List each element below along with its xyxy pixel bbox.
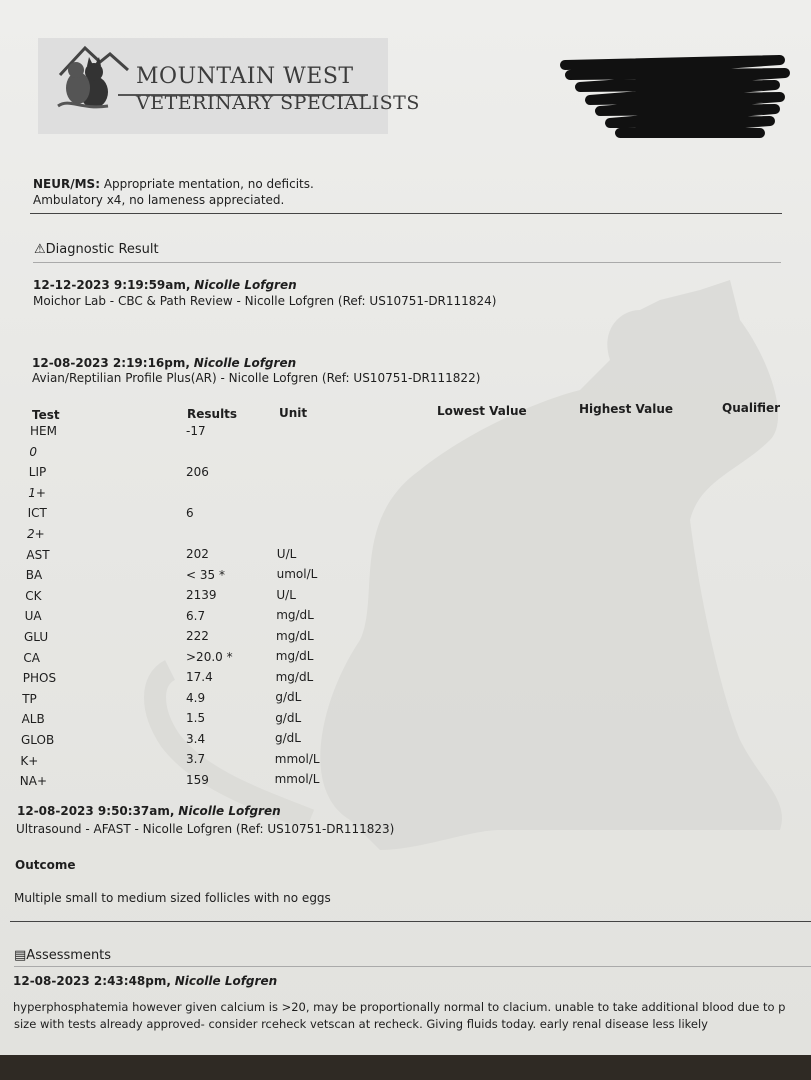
background-table-edge [0,1055,811,1080]
table-cell-result: 2139 [186,588,217,603]
table-cell-unit: mmol/L [274,751,320,766]
outcome-label: Outcome [15,858,76,872]
redaction-scribble [560,45,790,145]
table-cell-unit: mg/dL [275,649,314,664]
table-cell-unit: mmol/L [274,772,320,787]
table-cell-test: ICT [27,506,47,521]
table-cell-result: < 35 * [186,567,225,582]
neur-label: NEUR/MS: [33,177,100,191]
table-cell-unit: U/L [276,546,297,561]
divider [14,966,811,967]
brand-name-line2: VETERINARY SPECIALISTS [136,92,420,114]
table-cell-result: 17.4 [186,670,213,685]
assessment-line-2: size with tests already approved- consider rceheck vetscan at recheck. Giving fluids today. early renal disease less likely [14,1017,708,1031]
table-cell-unit: umol/L [276,567,318,582]
table-cell-test: ALB [21,712,45,727]
neur-text: Appropriate mentation, no deficits. [103,177,314,191]
diagnostic-entry-2-description: Avian/Reptilian Profile Plus(AR) - Nicolle Lofgren (Ref: US10751-DR111822) [32,371,481,385]
table-cell-test: GLOB [21,733,55,747]
ultrasound-description: Ultrasound - AFAST - Nicolle Lofgren (Ref: US10751-DR111823) [16,822,395,836]
table-cell-result: 6.7 [186,608,206,623]
assessment-line-1: hyperphosphatemia however given calcium is >20, may be proportionally normal to clacium. unable to take additional blood due to p [13,1000,786,1014]
col-header-lowest: Lowest Value [437,404,527,418]
divider [30,213,782,214]
table-cell-test: UA [24,609,42,624]
table-cell-test: LIP [28,465,47,480]
table-cell-unit: mg/dL [276,628,314,643]
table-cell-result: 3.4 [186,731,206,746]
col-header-unit: Unit [279,406,308,420]
table-cell-result: 206 [186,465,209,480]
table-cell-unit: mg/dL [276,608,314,623]
table-cell-result: -17 [186,424,206,438]
assessment-header: 12-08-2023 2:43:48pm, Nicolle Lofgren [13,974,278,988]
outcome-text: Multiple small to medium sized follicles with no eggs [14,891,331,905]
diagnostic-result-heading: ⚠Diagnostic Result [34,242,159,257]
table-cell-result: 4.9 [186,690,206,705]
table-cell-test: CA [23,650,40,665]
diagnostic-entry-1-header: 12-12-2023 9:19:59am, Nicolle Lofgren [33,278,297,292]
brand-name-line1: MOUNTAIN WEST [136,64,354,89]
diagnostic-entry-1-description: Moichor Lab - CBC & Path Review - Nicolle Lofgren (Ref: US10751-DR111824) [33,294,497,308]
table-cell-unit: g/dL [275,690,302,705]
table-cell-unit: U/L [276,587,296,602]
table-cell-result: 1.5 [186,711,206,726]
table-cell-test: TP [22,691,37,706]
divider [33,262,781,263]
table-cell-test: 2+ [27,527,45,541]
ultrasound-header: 12-08-2023 9:50:37am, Nicolle Lofgren [17,804,281,818]
table-cell-test: NA+ [19,774,48,789]
cat-dog-mountain-logo-icon [50,40,140,115]
table-cell-unit: g/dL [275,710,302,725]
table-cell-test: AST [26,547,50,562]
flask-icon: ⚠ [34,242,46,257]
table-cell-test: PHOS [22,671,57,686]
table-cell-test: GLU [24,630,49,644]
table-cell-test: 0 [29,444,38,459]
table-cell-result: >20.0 * [186,649,233,664]
table-cell-test: HEM [30,424,57,438]
table-cell-unit: mg/dL [275,669,314,684]
diagnostic-entry-2-header: 12-08-2023 2:19:16pm, Nicolle Lofgren [32,356,297,370]
table-cell-result: 3.7 [186,752,206,767]
col-header-results: Results [187,407,238,421]
table-cell-result: 159 [186,772,209,787]
table-cell-test: K+ [20,753,39,768]
table-cell-result: 6 [186,506,194,521]
neuro-exam-line [33,177,314,191]
table-cell-test: 1+ [28,485,46,500]
assessments-heading: ▤Assessments [14,948,112,963]
table-cell-result: 202 [186,547,209,562]
book-icon: ▤ [14,948,27,963]
table-cell-result: 222 [186,629,209,644]
table-cell-test: BA [25,568,43,583]
table-cell-unit: g/dL [275,731,301,746]
col-header-test: Test [32,408,60,422]
table-cell-test: CK [25,588,42,603]
col-header-qualifier: Qualifier [722,401,781,415]
ambulatory-line: Ambulatory x4, no lameness appreciated. [33,193,285,207]
divider [10,921,811,922]
col-header-highest: Highest Value [579,402,674,416]
